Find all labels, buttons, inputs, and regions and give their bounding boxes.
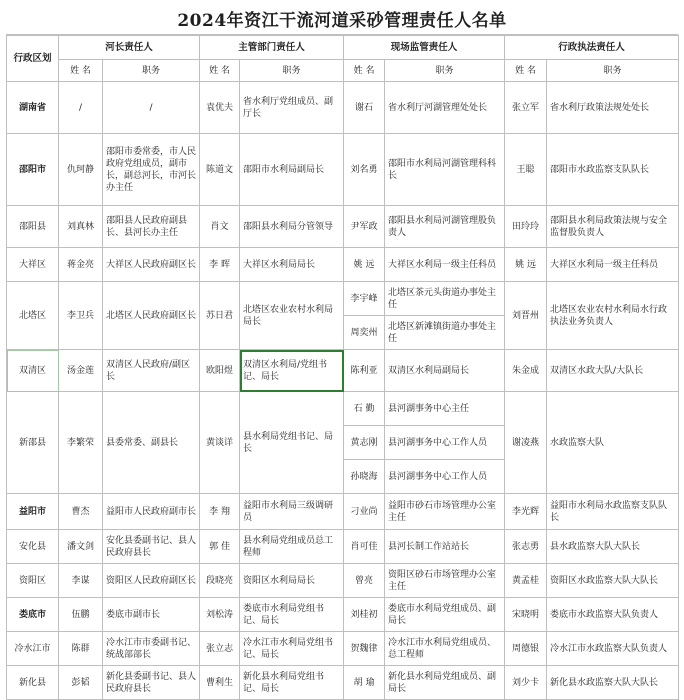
dept-duty-cell: 益阳市水利局三级调研员: [240, 494, 344, 530]
table-row: [7, 530, 679, 564]
river-chief-name-cell: 李繁荣: [59, 392, 103, 494]
site-duty-cell: 冷水江市水利局党组成员、总工程师: [385, 632, 505, 666]
site-duty-cell: 双清区水利局副局长: [385, 350, 505, 392]
dept-name-cell: 刘松涛: [200, 598, 240, 632]
site-name-cell: 谢石: [344, 82, 385, 134]
river-chief-duty-cell: /: [103, 82, 200, 134]
dept-duty-cell: 邵阳市水利局副局长: [240, 134, 344, 206]
table-row: [7, 282, 679, 316]
enforce-duty-cell: 北塔区农业农村水利局水行政执法业务负责人: [547, 282, 679, 350]
dept-duty-cell: 县水利局党组成员总工程师: [240, 530, 344, 564]
river-chief-duty-cell: 双清区人民政府/副区长: [103, 350, 200, 392]
enforce-name-cell: 姚 远: [505, 248, 547, 282]
dept-duty-cell: 新化县水利局党组书记、局长: [240, 666, 344, 700]
site-name-cell: 肖可佳: [344, 530, 385, 564]
river-chief-name-cell: 潘文剑: [59, 530, 103, 564]
region-cell: 安化县: [7, 530, 59, 564]
site-duty-cell: 县河湖事务中心工作人员: [385, 426, 505, 460]
site-duty-cell: 北塔区茶元头街道办事处主任: [385, 282, 505, 316]
subheader-duty: 职务: [103, 60, 200, 82]
enforce-duty-cell: 双清区水政大队/大队长: [547, 350, 679, 392]
enforce-name-cell: 刘少卡: [505, 666, 547, 700]
table-row: [7, 82, 679, 134]
dept-duty-cell: 双清区水利局/党组书记、局长: [240, 350, 344, 392]
table-row: [7, 248, 679, 282]
river-chief-name-cell: 陈群: [59, 632, 103, 666]
table-row: [7, 666, 679, 700]
site-name-cell: 尹军政: [344, 206, 385, 248]
site-name-cell: 周奕州: [344, 316, 385, 350]
enforce-duty-cell: 邵阳市水政监察支队队长: [547, 134, 679, 206]
enforce-name-cell: 谢凌燕: [505, 392, 547, 494]
site-duty-cell: 北塔区新滩镇街道办事处主任: [385, 316, 505, 350]
dept-name-cell: 李 翔: [200, 494, 240, 530]
enforce-duty-cell: 新化县水政监察大队大队长: [547, 666, 679, 700]
subheader-name: 姓 名: [505, 60, 547, 82]
region-cell: 邵阳县: [7, 206, 59, 248]
dept-name-cell: 曹利生: [200, 666, 240, 700]
river-chief-name-cell: 李卫兵: [59, 282, 103, 350]
enforce-name-cell: 张志勇: [505, 530, 547, 564]
site-name-cell: 黄志刚: [344, 426, 385, 460]
enforce-duty-cell: 大祥区水利局一级主任科员: [547, 248, 679, 282]
site-duty-cell: 省水利厅河湖管理处处长: [385, 82, 505, 134]
dept-duty-cell: 北塔区农业农村水利局局长: [240, 282, 344, 350]
river-chief-name-cell: 刘真林: [59, 206, 103, 248]
table-row: [7, 564, 679, 598]
region-cell: 大祥区: [7, 248, 59, 282]
region-cell: 新化县: [7, 666, 59, 700]
river-chief-name-cell: 彭韬: [59, 666, 103, 700]
header-river-chief: 河长责任人: [59, 36, 200, 60]
responsibility-table: [6, 35, 679, 700]
enforce-name-cell: 刘晋州: [505, 282, 547, 350]
enforce-duty-cell: 娄底市水政监察大队负责人: [547, 598, 679, 632]
table-row: [7, 134, 679, 206]
region-cell: 邵阳市: [7, 134, 59, 206]
dept-name-cell: 苏日君: [200, 282, 240, 350]
river-chief-duty-cell: 大祥区人民政府副区长: [103, 248, 200, 282]
table-row: [7, 350, 679, 392]
dept-duty-cell: 冷水江市水利局党组书记、局长: [240, 632, 344, 666]
header-region: 行政区划: [7, 36, 59, 82]
dept-name-cell: 肖文: [200, 206, 240, 248]
enforce-name-cell: 周德银: [505, 632, 547, 666]
enforce-name-cell: 田玲玲: [505, 206, 547, 248]
enforce-name-cell: 张立军: [505, 82, 547, 134]
dept-name-cell: 黄谈详: [200, 392, 240, 494]
subheader-name: 姓 名: [200, 60, 240, 82]
river-chief-name-cell: 汤金莲: [59, 350, 103, 392]
site-name-cell: 姚 远: [344, 248, 385, 282]
enforce-duty-cell: 邵阳县水利局政策法规与安全监督股负责人: [547, 206, 679, 248]
subheader-name: 姓 名: [59, 60, 103, 82]
river-chief-duty-cell: 益阳市人民政府副市长: [103, 494, 200, 530]
document-title: 2024年资江干流河道采砂管理责任人名单: [6, 8, 678, 35]
enforce-name-cell: 宋晓明: [505, 598, 547, 632]
site-name-cell: 石 勤: [344, 392, 385, 426]
dept-duty-cell: 资阳区水利局局长: [240, 564, 344, 598]
enforce-duty-cell: 冷水江市水政监察大队负责人: [547, 632, 679, 666]
dept-duty-cell: 娄底市水利局党组书记、局长: [240, 598, 344, 632]
dept-duty-cell: 县水利局党组书记、局长: [240, 392, 344, 494]
enforce-duty-cell: 水政监察大队: [547, 392, 679, 494]
site-duty-cell: 县河长制工作站站长: [385, 530, 505, 564]
site-duty-cell: 新化县水利局党组成员、副局长: [385, 666, 505, 700]
river-chief-name-cell: 伍鹏: [59, 598, 103, 632]
enforce-duty-cell: 县水政监察大队大队长: [547, 530, 679, 564]
table-row: [7, 598, 679, 632]
dept-duty-cell: 邵阳县水利局分管领导: [240, 206, 344, 248]
river-chief-duty-cell: 北塔区人民政府副区长: [103, 282, 200, 350]
dept-name-cell: 段晓亮: [200, 564, 240, 598]
header-enforce: 行政执法责任人: [505, 36, 679, 60]
region-cell: 冷水江市: [7, 632, 59, 666]
site-name-cell: 刁业尚: [344, 494, 385, 530]
dept-name-cell: 欧阳煜: [200, 350, 240, 392]
enforce-name-cell: 黄孟桂: [505, 564, 547, 598]
site-duty-cell: 娄底市水利局党组成员、副局长: [385, 598, 505, 632]
region-cell: 娄底市: [7, 598, 59, 632]
river-chief-name-cell: 蒋金亮: [59, 248, 103, 282]
site-name-cell: 陈利亚: [344, 350, 385, 392]
site-duty-cell: 邵阳市水利局河湖管理科科长: [385, 134, 505, 206]
site-name-cell: 刘名勇: [344, 134, 385, 206]
river-chief-duty-cell: 新化县委副书记、县人民政府县长: [103, 666, 200, 700]
dept-name-cell: 陈道文: [200, 134, 240, 206]
region-cell: 新邵县: [7, 392, 59, 494]
table-row: [7, 206, 679, 248]
dept-name-cell: 张立志: [200, 632, 240, 666]
dept-name-cell: 袁优夫: [200, 82, 240, 134]
site-name-cell: 曾亮: [344, 564, 385, 598]
table-row: [7, 494, 679, 530]
river-chief-duty-cell: 安化县委副书记、县人民政府县长: [103, 530, 200, 564]
dept-name-cell: 郭 佳: [200, 530, 240, 564]
dept-name-cell: 李 晖: [200, 248, 240, 282]
river-chief-duty-cell: 冷水江市市委副书记、统战部部长: [103, 632, 200, 666]
subheader-duty: 职务: [240, 60, 344, 82]
enforce-duty-cell: 资阳区水政监察大队大队长: [547, 564, 679, 598]
site-name-cell: 孙晓海: [344, 460, 385, 494]
region-cell: 双清区: [7, 350, 59, 392]
subheader-name: 姓 名: [344, 60, 385, 82]
site-duty-cell: 大祥区水利局一级主任科员: [385, 248, 505, 282]
table-row: [7, 392, 679, 426]
site-name-cell: 李宇峰: [344, 282, 385, 316]
river-chief-duty-cell: 邵阳县人民政府副县长、县河长办主任: [103, 206, 200, 248]
site-duty-cell: 县河湖事务中心工作人员: [385, 460, 505, 494]
header-dept: 主管部门责任人: [200, 36, 344, 60]
table-row: [7, 632, 679, 666]
river-chief-name-cell: /: [59, 82, 103, 134]
river-chief-duty-cell: 县委常委、副县长: [103, 392, 200, 494]
river-chief-duty-cell: 娄底市副市长: [103, 598, 200, 632]
site-name-cell: 胡 瑜: [344, 666, 385, 700]
subheader-duty: 职务: [385, 60, 505, 82]
dept-duty-cell: 大祥区水利局局长: [240, 248, 344, 282]
enforce-name-cell: 王聪: [505, 134, 547, 206]
site-duty-cell: 县河湖事务中心主任: [385, 392, 505, 426]
enforce-name-cell: 朱金成: [505, 350, 547, 392]
enforce-duty-cell: 省水利厅政策法规处处长: [547, 82, 679, 134]
region-cell: 北塔区: [7, 282, 59, 350]
river-chief-duty-cell: 资阳区人民政府副区长: [103, 564, 200, 598]
region-cell: 湖南省: [7, 82, 59, 134]
region-cell: 资阳区: [7, 564, 59, 598]
site-duty-cell: 益阳市砂石市场管理办公室主任: [385, 494, 505, 530]
river-chief-name-cell: 仇珂静: [59, 134, 103, 206]
site-duty-cell: 邵阳县水利局河湖管理股负责人: [385, 206, 505, 248]
river-chief-name-cell: 李谋: [59, 564, 103, 598]
dept-duty-cell: 省水利厅党组成员、副厅长: [240, 82, 344, 134]
enforce-duty-cell: 益阳市水利局水政监察支队队长: [547, 494, 679, 530]
enforce-name-cell: 李光辉: [505, 494, 547, 530]
site-duty-cell: 资阳区砂石市场管理办公室主任: [385, 564, 505, 598]
river-chief-name-cell: 曹杰: [59, 494, 103, 530]
site-name-cell: 刘桂初: [344, 598, 385, 632]
subheader-duty: 职务: [547, 60, 679, 82]
header-site: 现场监管责任人: [344, 36, 505, 60]
region-cell: 益阳市: [7, 494, 59, 530]
river-chief-duty-cell: 邵阳市委常委，市人民政府党组成员，副市长，副总河长，市河长办主任: [103, 134, 200, 206]
site-name-cell: 贺魏律: [344, 632, 385, 666]
